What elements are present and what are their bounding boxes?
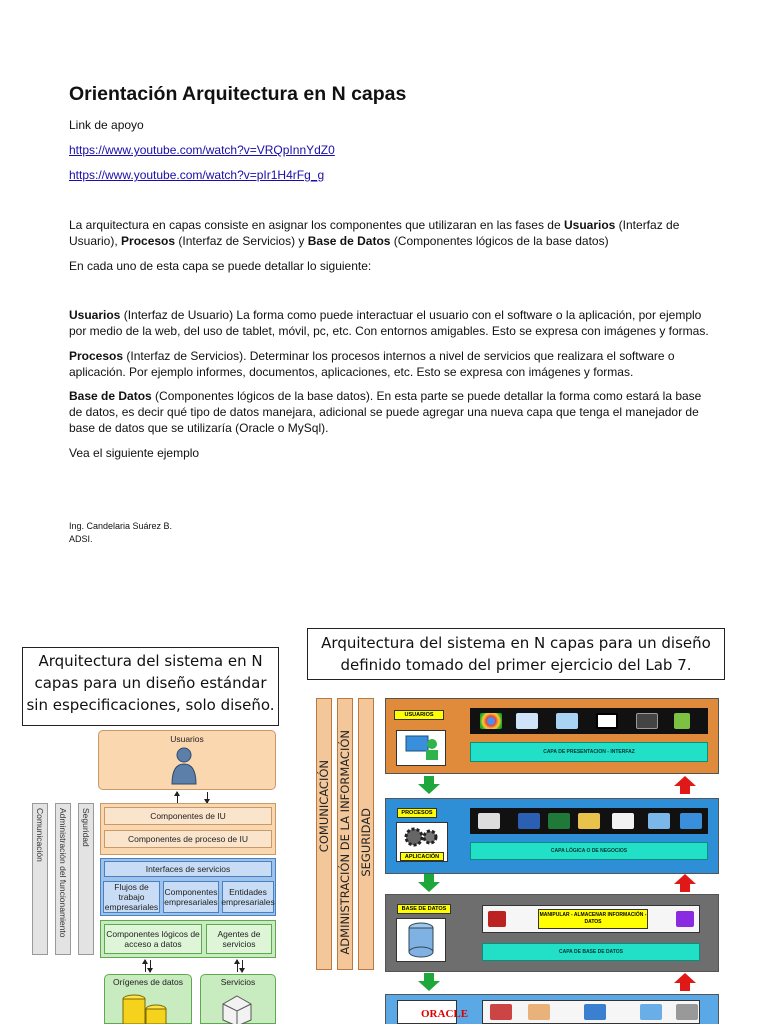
signature-name: Ing. Candelaria Suárez B. <box>69 521 173 531</box>
youtube-link-1[interactable]: https://www.youtube.com/watch?v=VRQpInnYdZ0 <box>69 143 335 157</box>
folder-icon <box>578 813 600 829</box>
seguridad-label: SEGURIDAD <box>359 808 373 877</box>
componentes-empresariales: Componentes empresariales <box>163 881 219 913</box>
server-icon <box>490 1004 512 1020</box>
servicios-label: Servicios <box>220 977 256 987</box>
database-server-icon <box>406 922 436 958</box>
server-icon <box>676 911 694 927</box>
document-icon <box>612 813 634 829</box>
database-icon <box>120 992 170 1024</box>
users-icon <box>528 1004 550 1020</box>
comunicacion-label: Comunicación <box>35 808 45 862</box>
arrow-down-icon <box>207 792 208 803</box>
printer-icon <box>676 1004 698 1020</box>
arrow-up-icon <box>177 792 178 803</box>
procesos-paragraph: Procesos (Interfaz de Servicios). Determinar los procesos internos a nivel de servicios que realizara el software o aplicación. Por ejemplo informes, documentos, aplicaciones, etc. Esto se expresa con imágenes y formas. <box>69 349 675 379</box>
detail-intro: En cada uno de esta capa se puede detallar lo siguiente: <box>69 259 372 273</box>
interfaces-servicios: Interfaces de servicios <box>104 861 272 877</box>
capa-presentacion: CAPA DE PRESENTACION - INTERFAZ <box>470 742 708 762</box>
user-icon <box>170 746 198 786</box>
youtube-link-2[interactable]: https://www.youtube.com/watch?v=pIr1H4rFg_g <box>69 168 325 182</box>
users-computer-icon <box>404 734 440 762</box>
entidades-empresariales: Entidades empresariales <box>222 881 274 913</box>
arrow-down-icon <box>418 973 440 991</box>
arrow-up-icon <box>237 960 238 972</box>
example-text: Vea el siguiente ejemplo <box>69 446 200 460</box>
agentes-servicios: Agentes de servicios <box>206 924 272 954</box>
arrow-down-icon <box>418 874 440 892</box>
usuarios-paragraph: Usuarios (Interfaz de Usuario) La forma como puede interactuar el usuario con el software o la aplicación, por ejemplo por medio de la web, del uso de tablet, móvil, pc, etc. Con entornos amigables. Esto se expresa con imágenes y formas. <box>69 308 709 338</box>
office-icon <box>478 813 500 829</box>
componentes-logicos: Componentes lógicos de acceso a datos <box>104 924 202 954</box>
seguridad-label: Seguridad <box>81 808 91 847</box>
windows-icon <box>680 813 702 829</box>
android-icon <box>674 713 690 729</box>
comunicacion-label: COMUNICACIÓN <box>317 760 331 853</box>
word-icon <box>518 813 540 829</box>
link-label: Link de apoyo <box>69 118 144 132</box>
page-title: Orientación Arquitectura en N capas <box>69 83 407 105</box>
right-diagram-caption: Arquitectura del sistema en N capas para un diseño definido tomado del primer ejercicio del Lab 7. <box>307 628 725 680</box>
left-diagram-caption: Arquitectura del sistema en N capas para un diseño estándar sin especificaciones, solo diseño. <box>22 647 279 726</box>
network-icon <box>640 1004 662 1020</box>
arrow-up-icon <box>674 973 696 991</box>
procesos-tag: PROCESOS <box>397 808 437 818</box>
base-datos-tag: BASE DE DATOS <box>397 904 451 914</box>
webcam-icon <box>516 713 538 729</box>
arrow-up-icon <box>145 960 146 972</box>
administracion-label: ADMINISTRACIÓN DE LA INFORMACIÓN <box>338 730 352 955</box>
componentes-iu: Componentes de IU <box>104 807 272 825</box>
arrow-up-icon <box>674 776 696 794</box>
base-datos-paragraph: Base de Datos (Componentes lógicos de la base datos). En esta parte se puede detallar la forma como estará la base de datos, es decir qué tipo de datos manejara, adicional se puede agregar una nueva capa que tenga el manejador de base de datos que se utilizaría (Oracle o MySql). <box>69 389 702 435</box>
globe-icon <box>584 1004 606 1020</box>
administracion-label: Administración del funcionamiento <box>58 808 68 938</box>
arrow-up-icon <box>674 874 696 892</box>
oracle-logo: ORACLE <box>421 1008 469 1020</box>
usuarios-tag: USUARIOS <box>394 710 444 720</box>
manipular-label: MANIPULAR - ALMACENAR INFORMACIÓN - DATOS <box>538 909 648 929</box>
gears-icon <box>402 825 442 849</box>
flujos-trabajo: Flujos de trabajo empresariales <box>104 882 159 912</box>
chrome-icon <box>480 713 502 729</box>
capa-logica: CAPA LÓGICA O DE NEGOCIOS <box>470 842 708 860</box>
usuarios-label: Usuarios <box>170 734 204 744</box>
arrow-down-icon <box>242 960 243 972</box>
wifi-icon <box>596 713 618 729</box>
tablet-icon <box>636 713 658 729</box>
server-icon <box>488 911 506 927</box>
capa-base-datos: CAPA DE BASE DE DATOS <box>482 943 700 961</box>
signature-program: ADSI. <box>69 534 93 544</box>
arrow-down-icon <box>150 960 151 972</box>
laptop-icon <box>556 713 578 729</box>
intro-paragraph: La arquitectura en capas consiste en asignar los componentes que utilizaran en las fases de Usuarios (Interfaz de Usuario), Procesos (Interfaz de Servicios) y Base de Datos (Componentes lógicos de la base datos) <box>69 218 680 248</box>
origenes-label: Orígenes de datos <box>113 977 183 987</box>
mail-icon <box>648 813 670 829</box>
cube-icon <box>220 994 254 1024</box>
arrow-down-icon <box>418 776 440 794</box>
devices-strip <box>470 708 708 734</box>
excel-icon <box>548 813 570 829</box>
aplicacion-tag: APLICACIÓN <box>400 852 444 861</box>
proceso-iu: Componentes de proceso de IU <box>104 830 272 848</box>
